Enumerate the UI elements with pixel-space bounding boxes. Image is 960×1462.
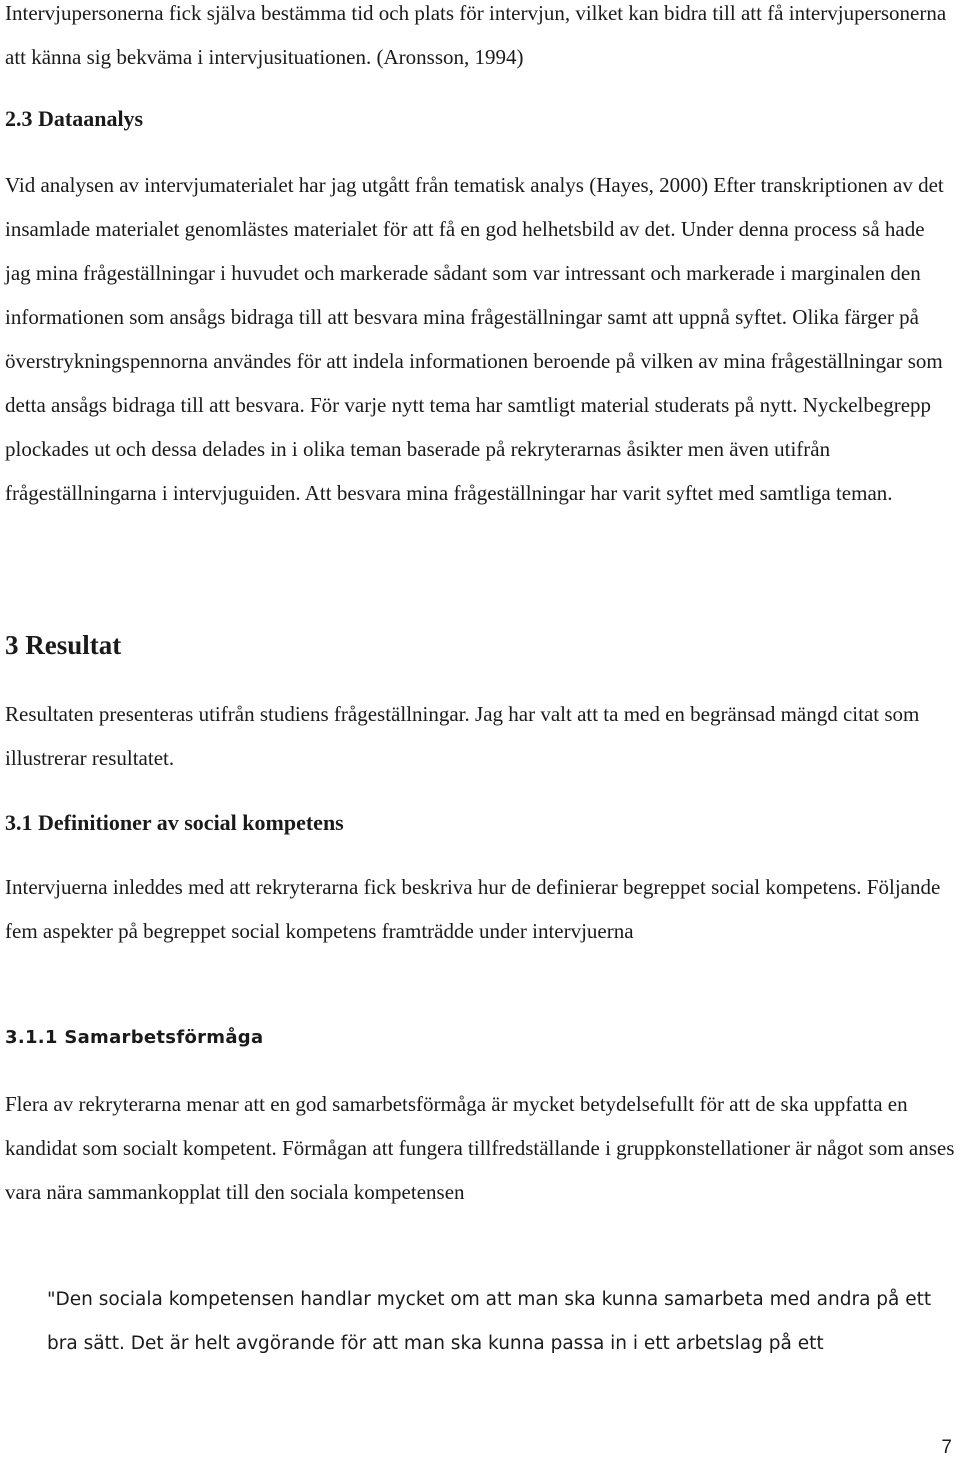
section-heading-2-3: 2.3 Dataanalys <box>5 106 144 131</box>
paragraph-samarbetsformaga: Flera av rekryterarna menar att en god samarbetsförmåga är mycket betydelsefullt för att de ska uppfatta en kandidat som socialt kompetent. Förmågan att fungera tillfredställande i gruppkonstellationer är något som anses vara nära sammankopplat till den sociala kompetensen <box>5 1092 955 1204</box>
section-heading-3: 3 Resultat <box>5 630 122 660</box>
paragraph-definitioner: Intervjuerna inleddes med att rekryterarna fick beskriva hur de definierar begreppet social kompetens. Följande fem aspekter på begreppet social kompetens framträdde under intervjuerna <box>5 875 941 943</box>
paragraph-dataanalys: Vid analysen av intervjumaterialet har jag utgått från tematisk analys (Hayes, 2000) Efter transkriptionen av det insamlade materialet genomlästes materialet för att få en god helhetsbild av det. Under denna process så hade jag mina frågeställningar i huvudet och markerade sådant som var intressant och markerade i marginalen den informationen som ansågs bidraga till att besvara mina frågeställningar samt att uppnå syftet. Olika färger på överstrykningspennorna användes för att indela informationen beroende på vilken av mina frågeställningar som detta ansågs bidraga till att besvara. För varje nytt tema har samtligt material studerats på nytt. Nyckelbegrepp plockades ut och dessa delades in i olika teman baserade på rekryterarnas åsikter men även utifrån frågeställningarna i intervjuguiden. Att besvara mina frågeställningar har varit syftet med samtliga teman. <box>5 173 944 505</box>
section-heading-3-1: 3.1 Definitioner av social kompetens <box>5 810 344 835</box>
paragraph-resultat: Resultaten presenteras utifrån studiens frågeställningar. Jag har valt att ta med en begränsad mängd citat som illustrerar resultatet. <box>5 702 920 770</box>
page-number: 7 <box>941 1437 952 1458</box>
interview-quote: "Den sociala kompetensen handlar mycket om att man ska kunna samarbeta med andra på ett bra sätt. Det är helt avgörande för att man ska kunna passa in i ett arbetslag på ett <box>47 1289 932 1354</box>
section-heading-3-1-1: 3.1.1 Samarbetsförmåga <box>5 1027 264 1048</box>
intro-paragraph: Intervjupersonerna fick själva bestämma tid och plats för intervjun, vilket kan bidra till att få intervjupersonerna att känna sig bekväma i intervjusituationen. (Aronsson, 1994) <box>5 1 947 69</box>
